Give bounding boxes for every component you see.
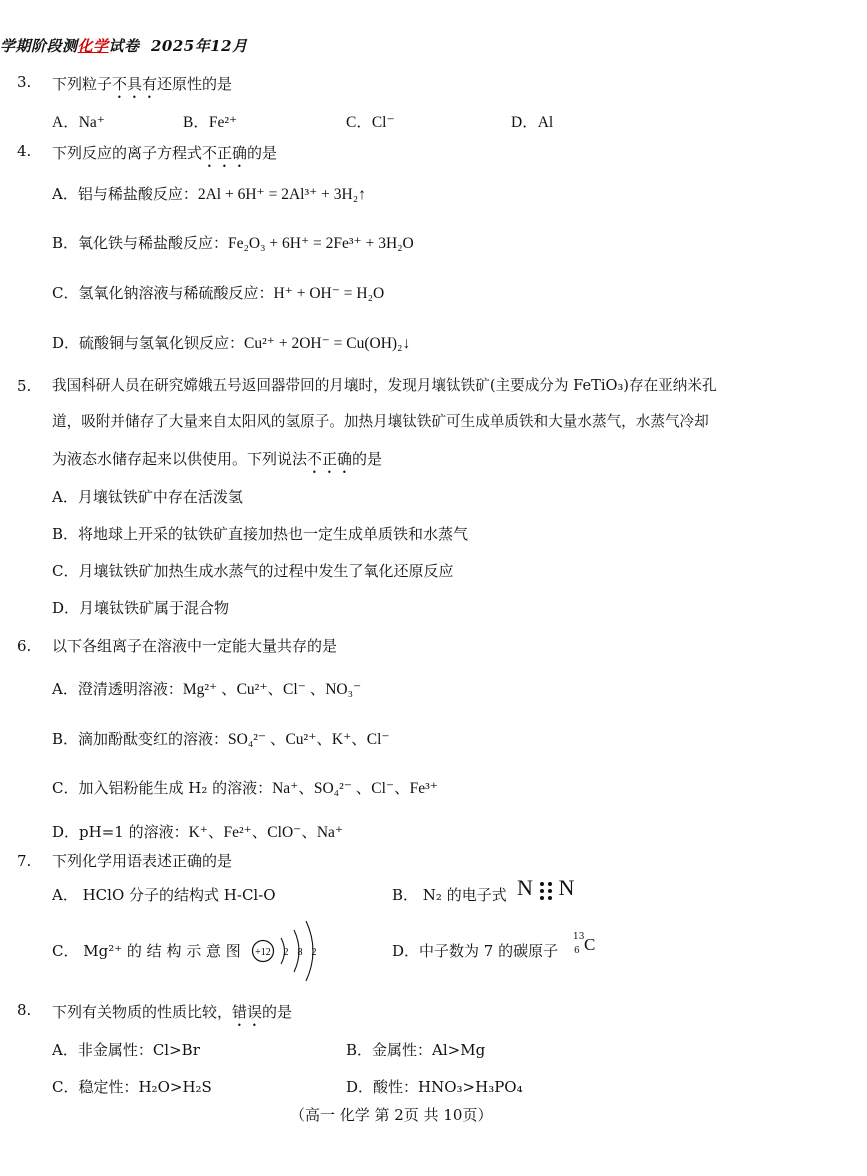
q4-option-b: B．氧化铁与稀盐酸反应：Fe₂O₃ + 6H⁺ = 2Fe³⁺ + 3H₂O [52, 234, 414, 252]
q5-option-b: B．将地球上开采的钛铁矿直接加热也一定生成单质铁和水蒸气 [52, 525, 469, 543]
q7-option-c: C． Mg²⁺ 的 结 构 示 意 图 [52, 942, 241, 960]
header-date: 2025年12月 [151, 37, 248, 55]
q5-stem-line1: 我国科研人员在研究嫦娥五号返回器带回的月壤时，发现月壤钛铁矿(主要成分为 FeTiO₃)存在亚纳米孔 [52, 377, 717, 394]
q4-option-d: D．硫酸铜与氢氧化钡反应：Cu²⁺ + 2OH⁻ = Cu(OH)₂↓ [52, 334, 411, 352]
shell-3-electrons: 2 [311, 947, 317, 958]
nitrogen-symbol-right: N [558, 875, 575, 900]
q8-option-b: B．金属性：Al>Mg [346, 1041, 486, 1059]
q6-stem: 以下各组离子在溶液中一定能大量共存的是 [52, 637, 338, 655]
q3-option-b: B．Fe²⁺ [183, 114, 238, 131]
q3-option-d: D．Al [511, 114, 554, 131]
q8-option-d: D．酸性：HNO₃>H₃PO₄ [346, 1078, 523, 1096]
header-subject: 化学 [77, 37, 109, 55]
q6-option-b: B．滴加酚酞变红的溶液：SO₄²⁻ 、Cu²⁺、K⁺、Cl⁻ [52, 730, 390, 748]
q8-option-c: C．稳定性：H₂O>H₂S [52, 1078, 212, 1096]
q7-number: 7. [17, 852, 32, 870]
q5-stem-line2: 道，吸附并储存了大量来自太阳风的氢原子。加热月壤钛铁矿可生成单质铁和大量水蒸气，水蒸气冷却 [52, 413, 709, 430]
q4-stem: 下列反应的离子方程式不正确的是 [52, 144, 278, 162]
q3-option-c: C．Cl⁻ [346, 114, 395, 131]
q6-option-a: A．澄清透明溶液：Mg²⁺ 、Cu²⁺、Cl⁻ 、NO₃⁻ [52, 680, 362, 698]
header-text: 试卷 [108, 37, 140, 55]
q7-option-d: D．中子数为 7 的碳原子 [392, 942, 559, 960]
q7-option-b: B． N₂ 的电子式 [392, 886, 507, 904]
exam-header [0, 39, 248, 54]
q6-option-d: D．pH=1 的溶液：K⁺、Fe²⁺、ClO⁻、Na⁺ [52, 823, 344, 841]
carbon-isotope-notation [572, 933, 602, 961]
q5-option-c: C．月壤钛铁矿加热生成水蒸气的过程中发生了氧化还原反应 [52, 562, 454, 580]
q5-option-a: A．月壤钛铁矿中存在活泼氢 [52, 488, 243, 506]
shell-2-electrons: 8 [297, 947, 303, 958]
q6-number: 6. [17, 637, 32, 655]
q5-number: 5. [17, 377, 32, 395]
q4-option-c: C．氢氧化钠溶液与稀硫酸反应：H⁺ + OH⁻ = H₂O [52, 284, 385, 302]
q7-stem: 下列化学用语表述正确的是 [52, 852, 233, 870]
page-footer: （高一 化学 第 2页 共 10页） [290, 1106, 493, 1124]
mass-number: 13 [573, 932, 585, 942]
q8-option-a: A．非金属性：Cl>Br [52, 1041, 200, 1059]
atomic-number: 6 [574, 946, 580, 956]
q3-number: 3. [17, 73, 32, 91]
q3-option-a: A．Na⁺ [52, 114, 105, 131]
mg-ion-structure-diagram [250, 918, 325, 984]
q3-stem: 下列粒子不具有还原性的是 [52, 75, 233, 93]
q7-option-a: A． HClO 分子的结构式 H-Cl-O [52, 886, 276, 904]
triple-bond-dots [538, 881, 554, 901]
q8-number: 8. [17, 1001, 32, 1019]
q6-option-c: C．加入铝粉能生成 H₂ 的溶液：Na⁺、SO₄²⁻ 、Cl⁻、Fe³⁺ [52, 779, 438, 797]
nitrogen-symbol-left: N [517, 875, 533, 900]
n2-electron-formula [517, 877, 574, 901]
q8-stem: 下列有关物质的性质比较，错误的是 [52, 1003, 293, 1021]
element-symbol: C [584, 935, 596, 954]
q5-stem-line3: 为液态水储存起来以供使用。下列说法不正确的是 [52, 450, 383, 468]
nuclear-charge-label: +12 [255, 947, 271, 958]
header-text: 学期阶段测 [0, 37, 78, 55]
q5-option-d: D．月壤钛铁矿属于混合物 [52, 599, 230, 617]
shell-1-electrons: 2 [283, 947, 289, 958]
q4-number: 4. [17, 142, 32, 160]
q4-option-a: A．铝与稀盐酸反应：2Al + 6H⁺ = 2Al³⁺ + 3H₂↑ [52, 185, 366, 203]
